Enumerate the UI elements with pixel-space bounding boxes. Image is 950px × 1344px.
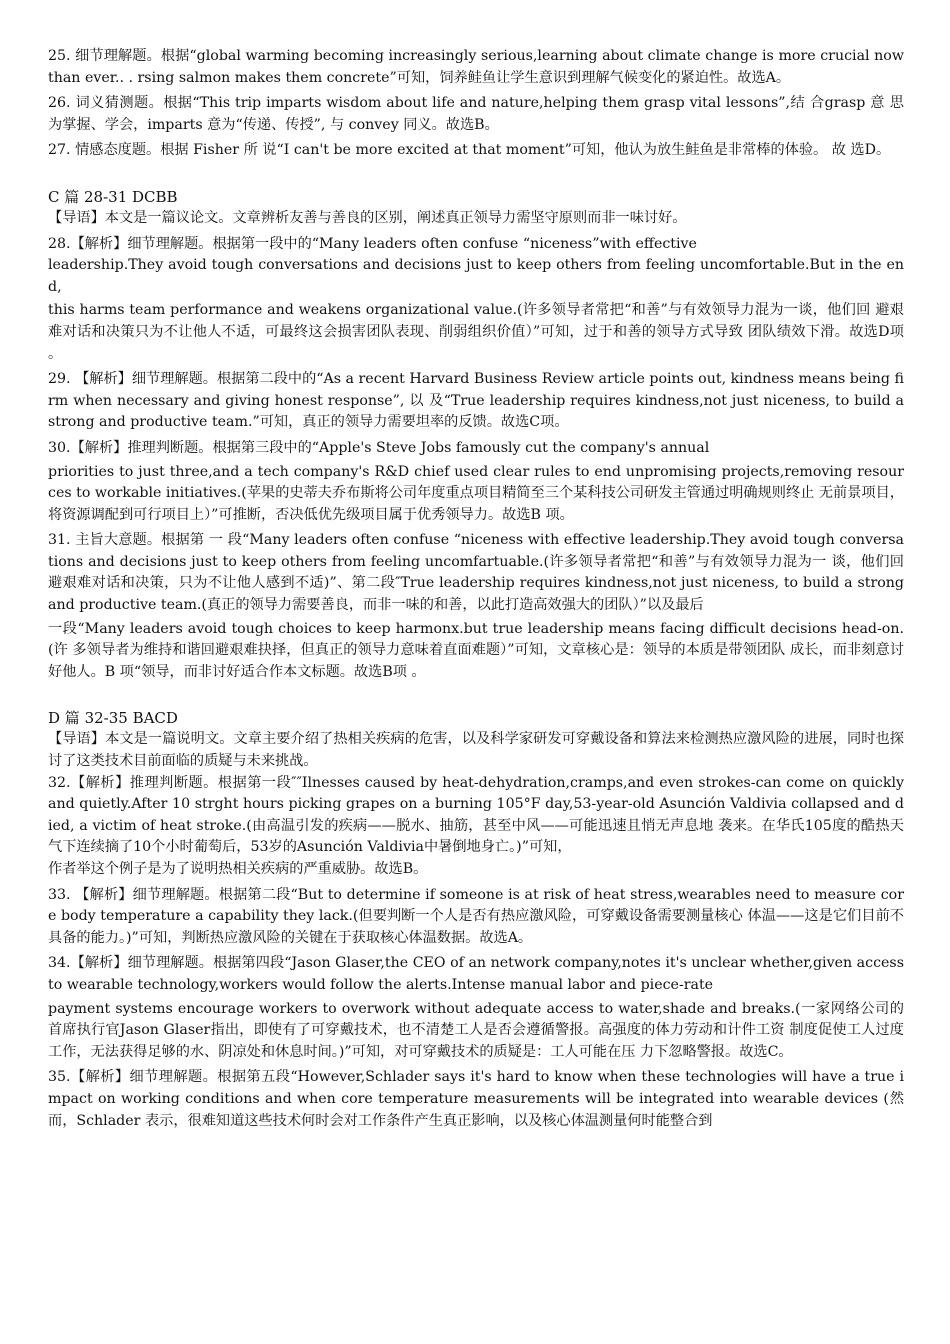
section-c-intro: 【导语】本文是一篇议论文。文章辨析友善与善良的区别，阐述真正领导力需坚守原则而非一味讨好。 <box>48 209 687 226</box>
q28-analysis-line: 28.【解析】细节理解题。根据第一段中的“Many leaders often confuse “niceness”with effective <box>48 235 697 252</box>
q31-analysis-line: 31. 主旨大意题。根据第 一 段“Many leaders often confuse “niceness with effective leadership.They avoid tough conversations and decisions just to keep others from feeling uncomfartuable.(许多领导者常把“和善”与有效领导力混为一 谈，他们回避艰难对话和决策，只为不让他人感到不适)”、第二段″True leadership requires kindness,not just niceness, to build a strong and productive team.(真正的领导力需要善良，而非一味的和善，以此打造高效强大的团队）”以及最后 <box>48 532 904 614</box>
q34-analysis-line: 34.【解析】细节理解题。根据第四段“Jason Glaser,the CEO of an network company,notes it's unclear whether,given access to wearable technology,workers would follow the alerts.Intense manual labor and piece-rate <box>48 955 904 993</box>
q35-analysis: 35.【解析】细节理解题。根据第五段“However,Schlader says it's hard to know when these technologies will have a true impact on working conditions and when core temperature measurements will be integrated into wearable devices (然而，Schlader 表示，很难知道这些技术何时会对工作条件产生真正影响，以及核心体温测量何时能整合到 <box>48 1069 904 1129</box>
q34-analysis-line: payment systems encourage workers to overwork without adequate access to water,shade and breaks.(一家网络公司的首席执行官Jason Glaser指出，即使有了可穿戴技术，也不清楚工人是否会遵循警报。高强度的体力劳动和计件工资 制度促使工人过度工作，无法获得足够的水、阴凉处和休息时间。)”可知，对可穿戴技术的质疑是：工人可能在压 力下忽略警报。故选C。 <box>48 1000 904 1060</box>
q25-analysis: 25. 细节理解题。根据“global warming becoming increasingly serious,learning about climate change is more crucial now than ever.. . rsing salmon makes them concrete”可知，饲养鲑鱼让学生意识到理解气候变化的紧迫性。故选A。 <box>48 48 904 86</box>
q31-analysis-line: 一段“Many leaders avoid tough choices to keep harmonx.but true leadership means facing difficult decisions head-on.(许 多领导者为维持和谐回避艰难抉择，但真正的领导力意味着直面难题）”可知，文章核心是：领导的本质是带领团队 成长，而非刻意讨好他人。B 项“领导，而非讨好适合作本文标题。故选B项 。 <box>48 620 904 680</box>
q33-analysis: 33. 【解析】细节理解题。根据第二段“But to determine if someone is at risk of heat stress,wearables need to measure core body temperature a capability they lack.(但要判断一个人是否有热应激风险，可穿戴设备需要测量核心 体温——这是它们目前不具备的能力。)”可知，判断热应激风险的关键在于获取核心体温数据。故选A。 <box>48 886 904 946</box>
section-c-heading: C 篇 28-31 DCBB <box>48 187 178 206</box>
q26-analysis: 26. 词义猜测题。根据“This trip imparts wisdom about life and nature,helping them grasp vital lessons”,结 合grasp 意 思为掌握、学会，imparts 意为“传递、传授”, 与 convey 同义。故选B。 <box>48 95 904 133</box>
q30-analysis-line: priorities to just three,and a tech company's R&D chief used clear rules to end unpromising projects,removing resources to workable initiatives.(苹果的史蒂夫乔布斯将公司年度重点项目精简至三个某科技公司研发主管通过明确规则终止 无前景项目，将资源调配到可行项目上）”可推断，否决低优先级项目属于优秀领导力。故选B 项。 <box>48 463 904 523</box>
q30-analysis-line: 30.【解析】推理判断题。根据第三段中的“Apple's Steve Jobs famously cut the company's annual <box>48 439 710 456</box>
q32-analysis-line: 作者举这个例子是为了说明热相关疾病的严重威胁。故选B。 <box>48 861 428 877</box>
q28-analysis-line: leadership.They avoid tough conversations and decisions just to keep others from feeling uncomfortable.But in the end, <box>48 257 904 295</box>
answer-analysis-page <box>48 46 904 1136</box>
section-d-intro: 【导语】本文是一篇说明文。文章主要介绍了热相关疾病的危害，以及科学家研发可穿戴设备和算法来检测热应激风险的进展，同时也探讨了这类技术目前面临的质疑与未来挑战。 <box>48 731 904 770</box>
section-d-heading: D 篇 32-35 BACD <box>48 709 178 728</box>
q29-analysis: 29. 【解析】细节理解题。根据第二段中的“As a recent Harvard Business Review article points out, kindness means being firm when necessary and giving honest response”, 以 及“True leadership requires kindness,not just niceness, to build a strong and productive team.”可知，真正的领导力需要坦率的反馈。故选C项。 <box>48 371 904 431</box>
q27-analysis: 27. 情感态度题。根据 Fisher 所 说“I can't be more excited at that moment”可知，他认为放生鲑鱼是非常棒的体验。 故 选D。 <box>48 142 891 159</box>
q32-analysis-line: 32.【解析】推理判断题。根据第一段″″Ilnesses caused by heat-dehydration,cramps,and even strokes-can come on quickly and quietly.After 10 strght hours picking grapes on a burning 105°F day,53-year-old Asunción Valdivia collapsed and died, a victim of heat stroke.(由高温引发的疾病——脱水、抽筋，甚至中风——可能迅速且悄无声息地 袭来。在华氏105度的酷热天气下连续摘了10个小时葡萄后，53岁的Asunción Valdivia中暑倒地身亡。)”可知， <box>48 774 904 856</box>
q28-analysis-line: this harms team performance and weakens organizational value.(许多领导者常把“和善”与有效领导力混为一谈，他们回 避艰难对话和决策只为不让他人不适，可最终这会损害团队表现、削弱组织价值）”可知，过于和善的领导方式导致 团队绩效下滑。故选D项 。 <box>48 302 904 362</box>
